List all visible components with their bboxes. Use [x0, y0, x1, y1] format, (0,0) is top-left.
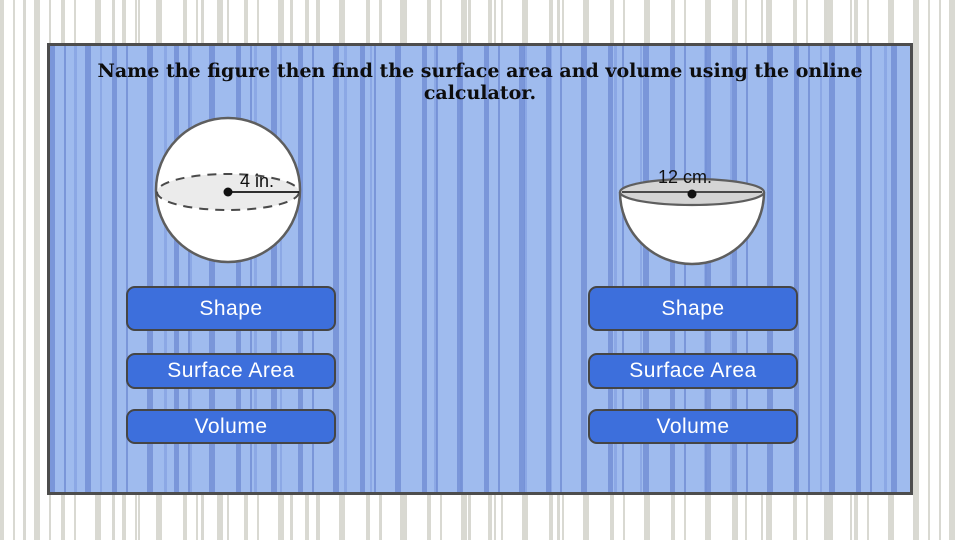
hemisphere-volume-button[interactable]: Volume: [588, 409, 798, 444]
sphere-shape-button[interactable]: Shape: [126, 286, 336, 331]
hemisphere-surface-area-button[interactable]: Surface Area: [588, 353, 798, 389]
hemisphere-shape-button[interactable]: Shape: [588, 286, 798, 331]
title-line-2: calculator.: [423, 82, 537, 104]
sphere-figure: [152, 114, 304, 266]
sphere-surface-area-button[interactable]: Surface Area: [126, 353, 336, 389]
sphere-center-dot: [224, 188, 233, 197]
hemisphere-center-dot: [688, 190, 697, 199]
sphere-dimension-label: 4 in.: [240, 171, 275, 191]
page-title: [50, 60, 910, 104]
hemisphere-figure: [616, 174, 768, 274]
hemisphere-dimension-label: 12 cm.: [658, 167, 713, 187]
title-line-1: Name the figure then find the surface area and volume using the online: [97, 60, 863, 82]
slide-canvas: [47, 43, 913, 495]
sphere-volume-button[interactable]: Volume: [126, 409, 336, 444]
